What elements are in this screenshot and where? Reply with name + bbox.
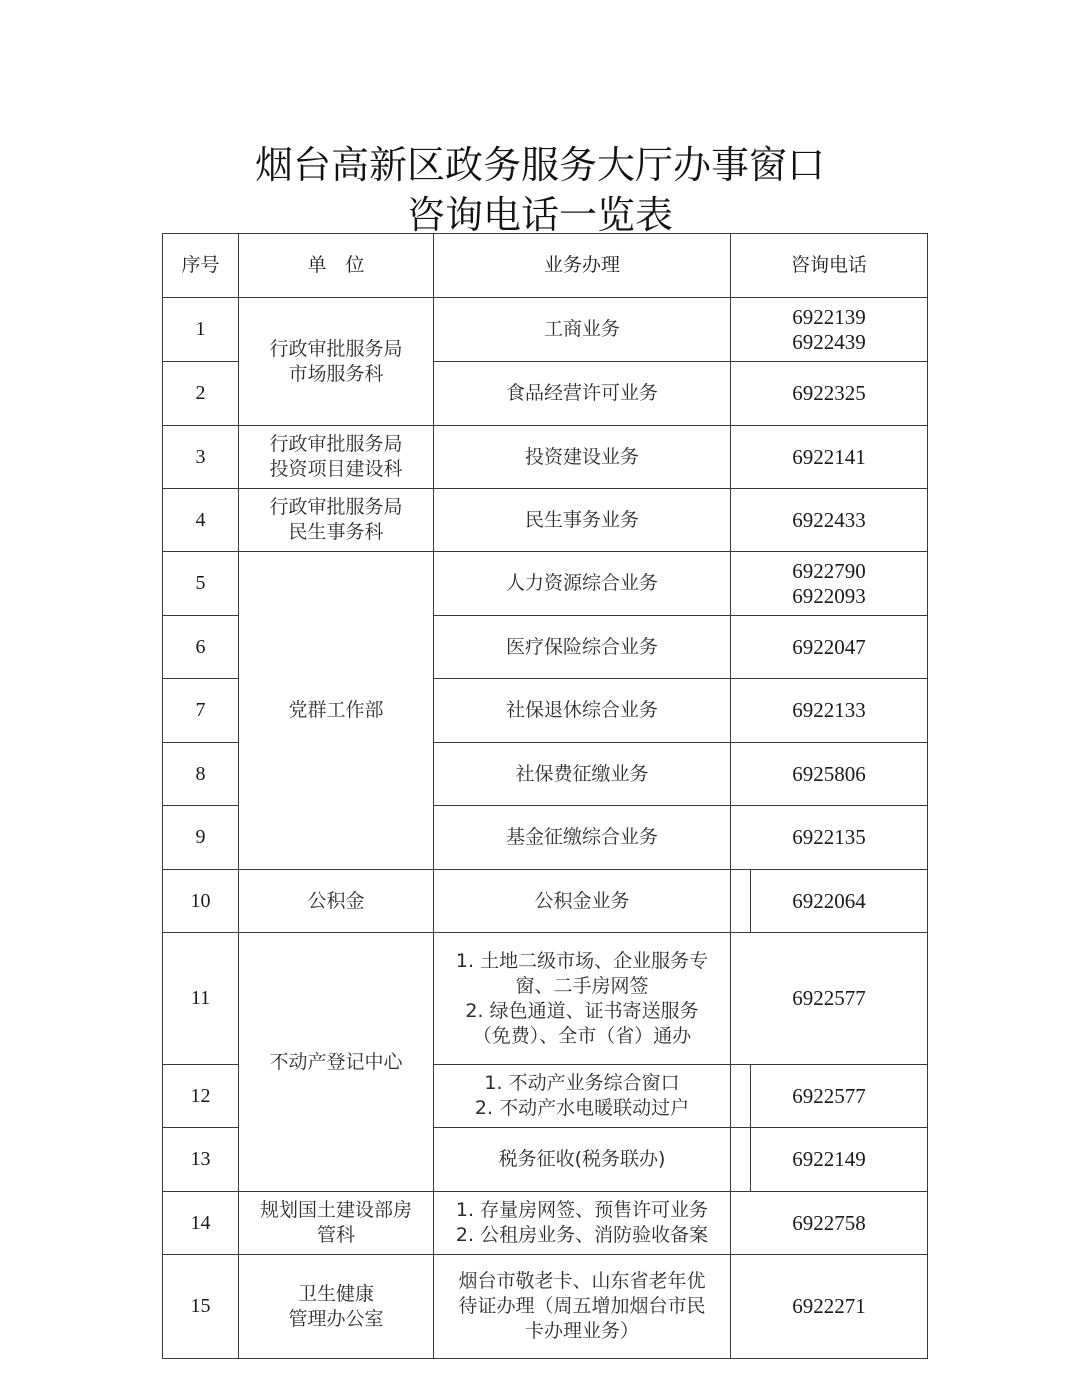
phone-number: 6922133 (792, 698, 866, 722)
service-line: 社保退休综合业务 (505, 699, 658, 721)
row-service (434, 362, 731, 426)
row-service (434, 489, 731, 552)
service-line: 烟台市敬老卡、山东省老年优 (458, 1270, 706, 1292)
phone-number: 6925806 (792, 761, 866, 786)
service-line: 税务征收(税务联办) (498, 1148, 666, 1170)
service-line: 2. 绿色通道、证书寄送服务 (465, 999, 699, 1022)
service-line: 1. 不动产业务综合窗口 (484, 1072, 680, 1094)
row-phone (731, 362, 928, 426)
row-service (434, 933, 731, 1065)
service-line: 卡办理业务） (524, 1320, 639, 1342)
header-service: 业务办理 (434, 234, 731, 298)
phone-number: 6922433 (792, 507, 866, 532)
service-line: 1. 存量房网签、预售许可业务 (455, 1199, 709, 1221)
row-service (434, 1192, 731, 1255)
phone-number: 6922047 (792, 634, 866, 659)
service-line: 待证办理（周五增加烟台市民 (458, 1295, 706, 1317)
phone-number: 6922577 (792, 986, 866, 1010)
row-index: 12 (163, 1065, 239, 1128)
unit-line: 管科 (316, 1224, 355, 1246)
row-service (434, 1255, 731, 1359)
row-unit (239, 552, 434, 870)
row-service (434, 806, 731, 870)
row-service (434, 616, 731, 679)
row-unit (239, 489, 434, 552)
phone-number: 6922790 (792, 558, 866, 583)
consultation-phone-table (162, 233, 928, 1359)
row-phone (731, 426, 928, 489)
row-service (434, 870, 731, 933)
table-row (163, 1192, 928, 1255)
service-line: 人力资源综合业务 (505, 572, 658, 594)
row-phone (731, 743, 928, 806)
row-index: 9 (163, 806, 239, 870)
service-line: 工商业务 (543, 318, 620, 340)
row-phone (731, 616, 928, 679)
service-line: （免费）、全市（省）通办 (472, 1024, 692, 1047)
header-unit: 单 位 (239, 234, 434, 298)
unit-line: 公积金 (307, 889, 365, 912)
service-line: 民生事务业务 (524, 508, 639, 531)
row-unit (239, 298, 434, 426)
row-unit (239, 933, 434, 1192)
table-header-row (163, 234, 928, 298)
service-line: 基金征缴综合业务 (505, 826, 658, 848)
row-unit (239, 1192, 434, 1255)
header-phone: 咨询电话 (731, 234, 928, 298)
row-phone (731, 1128, 928, 1192)
phone-number: 6922135 (792, 825, 866, 849)
document-title-line-2: 咨询电话一览表 (406, 193, 673, 237)
service-line: 食品经营许可业务 (505, 382, 658, 404)
table-row (163, 552, 928, 616)
unit-line: 行政审批服务局 (269, 433, 403, 455)
header-index: 序号 (163, 234, 239, 298)
service-line: 窗、二手房网签 (515, 974, 649, 997)
service-line: 医疗保险综合业务 (505, 635, 658, 658)
row-phone (731, 870, 928, 933)
row-service (434, 743, 731, 806)
row-phone (731, 1192, 928, 1255)
unit-line: 党群工作部 (288, 699, 384, 721)
table-row (163, 489, 928, 552)
row-phone (731, 298, 928, 362)
row-phone (731, 679, 928, 743)
service-line: 1. 土地二级市场、企业服务专 (455, 949, 709, 972)
unit-line: 市场服务科 (288, 362, 384, 385)
service-line: 社保费征缴业务 (515, 762, 649, 785)
phone-number: 6922139 (792, 304, 866, 329)
row-index: 1 (163, 298, 239, 362)
service-line: 2. 不动产水电暖联动过户 (474, 1097, 690, 1119)
row-unit (239, 870, 434, 933)
row-phone (731, 1255, 928, 1359)
row-index: 4 (163, 489, 239, 552)
phone-number: 6922758 (792, 1210, 866, 1235)
table-row (163, 870, 928, 933)
row-phone (731, 489, 928, 552)
row-service (434, 1065, 731, 1128)
unit-line: 不动产登记中心 (269, 1050, 403, 1073)
row-index: 5 (163, 552, 239, 616)
row-index: 14 (163, 1192, 239, 1255)
unit-line: 卫生健康 (297, 1282, 374, 1305)
unit-line: 行政审批服务局 (269, 337, 403, 360)
table-row (163, 1255, 928, 1359)
row-index: 11 (163, 933, 239, 1065)
row-phone (731, 933, 928, 1065)
table-row (163, 298, 928, 362)
service-line: 公积金业务 (534, 889, 630, 912)
row-index: 6 (163, 616, 239, 679)
phone-number: 6922064 (792, 888, 866, 913)
table-row (163, 426, 928, 489)
row-index: 3 (163, 426, 239, 489)
row-index: 2 (163, 362, 239, 426)
row-service (434, 552, 731, 616)
unit-line: 民生事务科 (288, 521, 384, 543)
unit-line: 管理办公室 (288, 1307, 384, 1330)
row-unit (239, 426, 434, 489)
phone-number: 6922577 (792, 1083, 866, 1108)
row-service (434, 1128, 731, 1192)
row-phone (731, 1065, 928, 1128)
phone-number: 6922093 (792, 583, 866, 608)
row-unit (239, 1255, 434, 1359)
row-phone (731, 552, 928, 616)
phone-number: 6922325 (792, 381, 866, 405)
row-index: 7 (163, 679, 239, 743)
row-service (434, 426, 731, 489)
service-line: 2. 公租房业务、消防验收备案 (455, 1224, 709, 1246)
phone-number: 6922439 (792, 329, 866, 354)
row-service (434, 679, 731, 743)
unit-line: 规划国土建设部房 (259, 1199, 412, 1221)
row-index: 8 (163, 743, 239, 806)
row-index: 13 (163, 1128, 239, 1192)
phone-number: 6922149 (792, 1147, 866, 1171)
phone-number: 6922271 (792, 1294, 866, 1318)
document-title-line-1: 烟台高新区政务服务大厅办事窗口 (254, 143, 825, 187)
phone-number: 6922141 (792, 444, 866, 469)
service-line: 投资建设业务 (524, 445, 639, 468)
unit-line: 投资项目建设科 (269, 458, 403, 480)
table-row (163, 933, 928, 1065)
row-index: 10 (163, 870, 239, 933)
row-phone (731, 806, 928, 870)
unit-line: 行政审批服务局 (269, 496, 403, 518)
row-index: 15 (163, 1255, 239, 1359)
row-service (434, 298, 731, 362)
